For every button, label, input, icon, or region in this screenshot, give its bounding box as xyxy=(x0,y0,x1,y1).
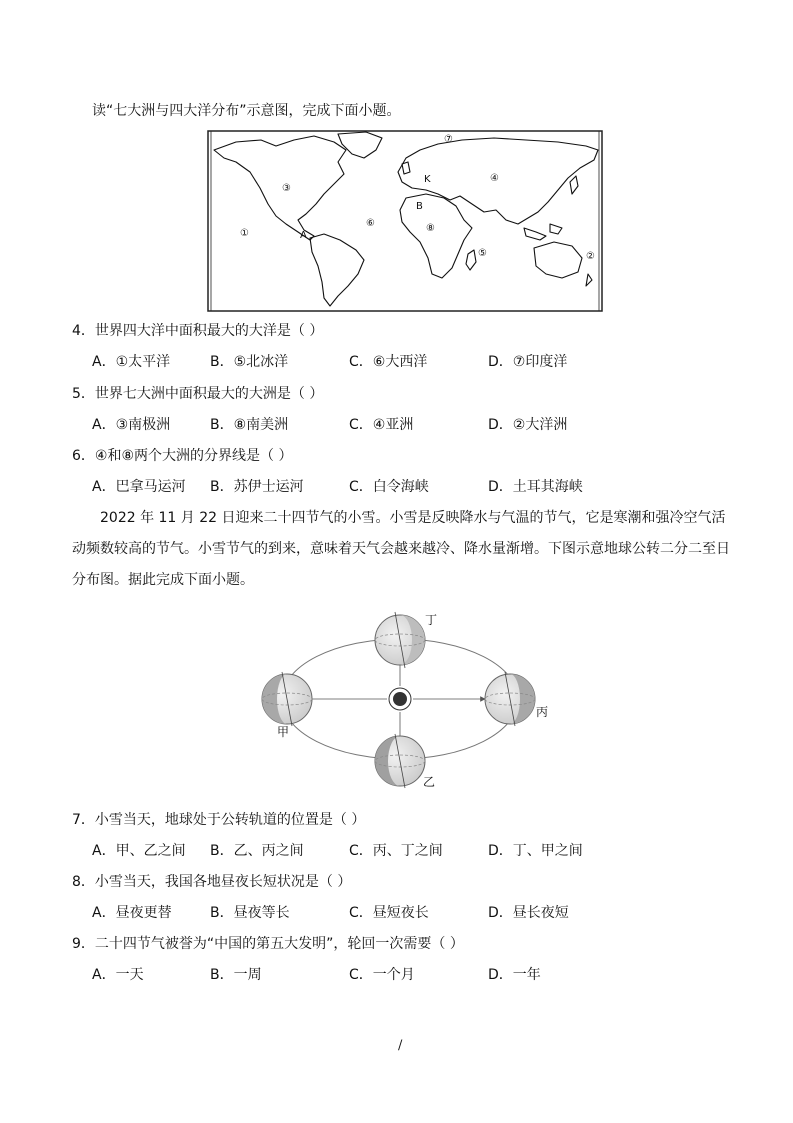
q6-option-d[interactable]: D．土耳其海峡 xyxy=(488,479,583,495)
q9-option-b[interactable]: B．一周 xyxy=(210,967,262,983)
orbit-label-bing: 丙 xyxy=(536,705,549,719)
map-label-6: ⑥ xyxy=(366,218,375,229)
question-7-options xyxy=(92,841,732,861)
question-4-stem: 4．世界四大洋中面积最大的大洋是（ ） xyxy=(72,323,324,339)
map-label-k: K xyxy=(424,174,431,185)
map-label-7: ⑦ xyxy=(444,134,453,145)
question-8-stem: 8．小雪当天，我国各地昼夜长短状况是（ ） xyxy=(72,874,352,890)
q8-option-d[interactable]: D．昼长夜短 xyxy=(488,905,569,921)
q4-option-a[interactable]: A．①太平洋 xyxy=(92,354,171,370)
q6-option-b[interactable]: B．苏伊士运河 xyxy=(210,479,304,495)
map-label-3: ③ xyxy=(282,183,291,194)
q7-option-c[interactable]: C．丙、丁之间 xyxy=(349,843,443,859)
q6-option-c[interactable]: C．白令海峡 xyxy=(349,479,429,495)
question-5-stem: 5．世界七大洲中面积最大的大洲是（ ） xyxy=(72,386,324,402)
q5-option-b[interactable]: B．⑧南美洲 xyxy=(210,417,289,433)
intro-map: 读“七大洲与四大洋分布”示意图，完成下面小题。 xyxy=(92,103,401,119)
earth-ding-icon xyxy=(375,612,425,668)
question-6-options xyxy=(92,477,732,497)
q8-option-b[interactable]: B．昼夜等长 xyxy=(210,905,290,921)
page-footer-mark: / xyxy=(398,1038,403,1053)
question-9-stem: 9．二十四节气被誉为“中国的第五大发明”，轮回一次需要（ ） xyxy=(72,936,464,952)
q7-option-a[interactable]: A．甲、乙之间 xyxy=(92,843,186,859)
map-label-8: ⑧ xyxy=(426,223,435,234)
q4-option-b[interactable]: B．⑤北冰洋 xyxy=(210,354,289,370)
question-5-options xyxy=(92,415,732,435)
question-8-options xyxy=(92,903,732,923)
earth-yi-icon xyxy=(375,734,425,788)
earth-orbit-figure xyxy=(255,606,565,796)
question-4-options xyxy=(92,352,732,372)
q7-option-d[interactable]: D．丁、甲之间 xyxy=(488,843,583,859)
q9-option-c[interactable]: C．一个月 xyxy=(349,967,415,983)
q5-option-c[interactable]: C．④亚洲 xyxy=(349,417,414,433)
map-label-1: ① xyxy=(240,228,249,239)
question-9-options xyxy=(92,965,732,985)
q5-option-d[interactable]: D．②大洋洲 xyxy=(488,417,568,433)
intro-xiaoxue-paragraph: 2022 年 11 月 22 日迎来二十四节气的小雪。小雪是反映降水与气温的节气，它是寒潮和强冷空气活动频数较高的节气。小雪节气的到来，意味着天气会越来越冷、降水量渐增。下图示意地球公转二分二至日分布图。据此完成下面小题。 xyxy=(72,510,730,588)
world-map-figure xyxy=(206,128,606,314)
q4-option-c[interactable]: C．⑥大西洋 xyxy=(349,354,428,370)
q8-option-a[interactable]: A．昼夜更替 xyxy=(92,905,172,921)
q6-option-a[interactable]: A．巴拿马运河 xyxy=(92,479,186,495)
orbit-label-ding: 丁 xyxy=(425,613,438,627)
earth-bing-icon xyxy=(485,672,535,726)
question-7-stem: 7．小雪当天，地球处于公转轨道的位置是（ ） xyxy=(72,812,366,828)
q5-option-a[interactable]: A．③南极洲 xyxy=(92,417,171,433)
map-label-b: B xyxy=(416,201,423,212)
q9-option-d[interactable]: D．一年 xyxy=(488,967,541,983)
map-label-4: ④ xyxy=(490,173,499,184)
map-label-a: A xyxy=(300,230,307,241)
map-label-5: ⑤ xyxy=(478,248,487,259)
earth-jia-icon xyxy=(262,672,312,726)
q9-option-a[interactable]: A．一天 xyxy=(92,967,144,983)
q7-option-b[interactable]: B．乙、丙之间 xyxy=(210,843,304,859)
map-label-2: ② xyxy=(586,251,595,262)
orbit-label-jia: 甲 xyxy=(277,725,290,739)
q8-option-c[interactable]: C．昼短夜长 xyxy=(349,905,429,921)
orbit-label-yi: 乙 xyxy=(423,775,436,789)
question-6-stem: 6．④和⑧两个大洲的分界线是（ ） xyxy=(72,448,293,464)
q4-option-d[interactable]: D．⑦印度洋 xyxy=(488,354,568,370)
